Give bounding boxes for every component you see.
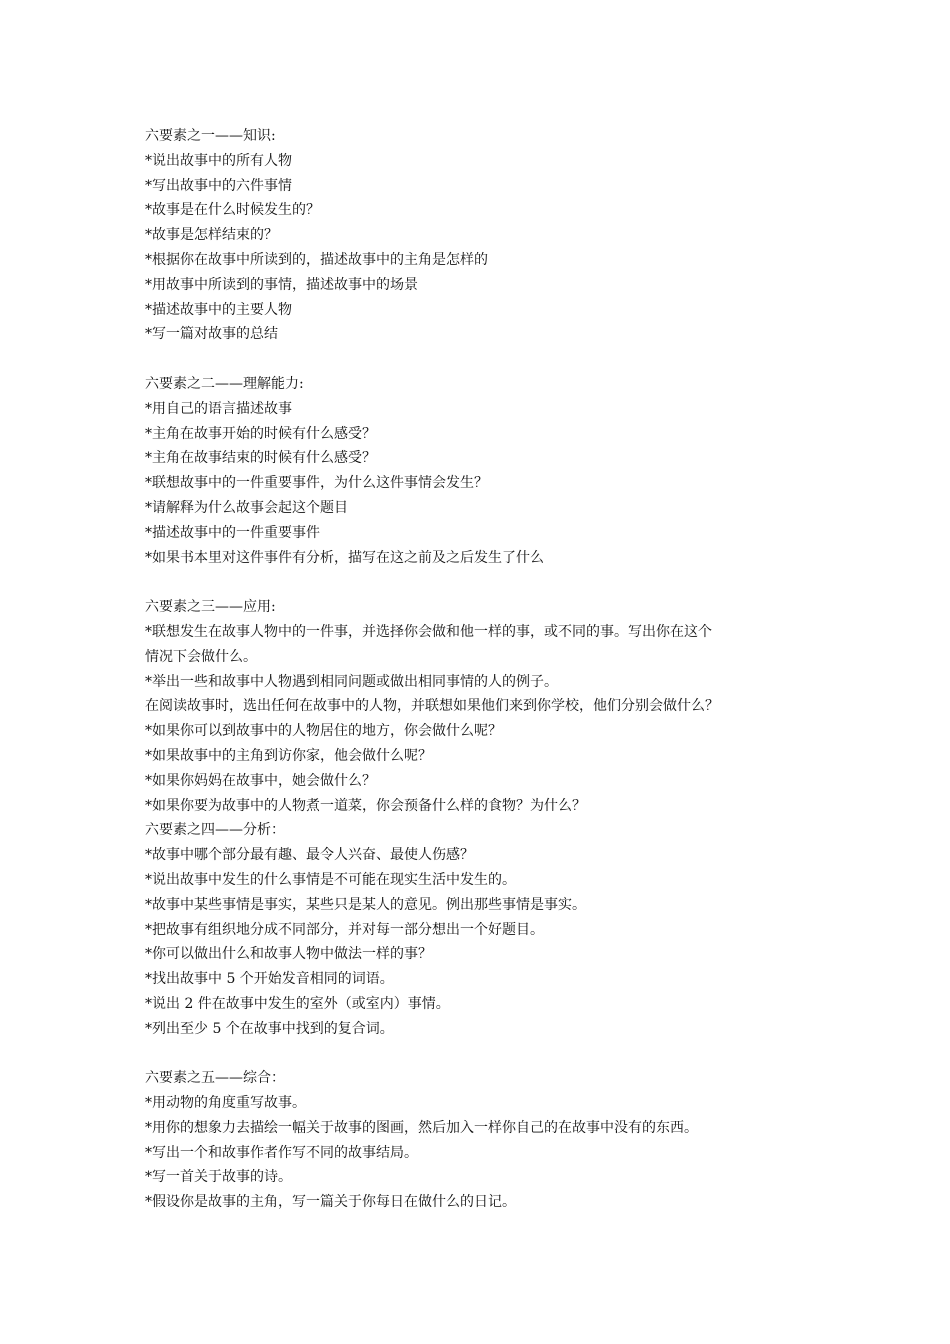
list-item: *说出 2 件在故事中发生的室外（或室内）事情。: [145, 995, 450, 1012]
list-item: *主角在故事结束的时候有什么感受？: [145, 450, 376, 467]
section-heading: 六要素之二——理解能力:: [145, 375, 304, 392]
list-item: *描述故事中的主要人物: [145, 301, 292, 318]
list-item: *联想故事中的一件重要事件，为什么这件事情会发生？: [145, 475, 488, 492]
list-item: *写一首关于故事的诗。: [145, 1169, 292, 1186]
list-item: *写出一个和故事作者作写不同的故事结局。: [145, 1144, 418, 1161]
list-item: *如果故事中的主角到访你家，他会做什么呢？: [145, 747, 432, 764]
list-item: *故事中某些事情是事实，某些只是某人的意见。例出那些事情是事实。: [145, 896, 586, 913]
section-heading: 六要素之一——知识:: [145, 128, 276, 144]
list-item: *故事是怎样结束的？: [145, 227, 278, 244]
list-item: *如果你妈妈在故事中，她会做什么？: [145, 772, 376, 789]
list-item: *描述故事中的一件重要事件: [145, 524, 320, 541]
list-item: *用动物的角度重写故事。: [145, 1095, 306, 1112]
list-item: *主角在故事开始的时候有什么感受？: [145, 425, 376, 442]
list-item: *故事是在什么时候发生的？: [145, 202, 320, 219]
list-item: *把故事有组织地分成不同部分，并对每一部分想出一个好题目。: [145, 921, 544, 938]
section-knowledge: [145, 124, 815, 347]
list-item: *你可以做出什么和故事人物中做法一样的事？: [145, 946, 432, 963]
list-item: *用你的想象力去描绘一幅关于故事的图画，然后加入一样你自己的在故事中没有的东西。: [145, 1119, 698, 1136]
section-synthesis: [145, 1066, 815, 1215]
list-item-continuation: 情况下会做什么。: [145, 648, 257, 665]
list-item: *说出故事中发生的什么事情是不可能在现实生活中发生的。: [145, 871, 516, 888]
section-heading: 六要素之五——综合：: [145, 1070, 285, 1087]
list-item: *联想发生在故事人物中的一件事，并选择你会做和他一样的事，或不同的事。写出你在这个: [145, 623, 712, 640]
list-item: *列出至少 5 个在故事中找到的复合词。: [145, 1020, 394, 1037]
list-item: *请解释为什么故事会起这个题目: [145, 499, 348, 516]
list-item: *如果你要为故事中的人物煮一道菜，你会预备什么样的食物？为什么？: [145, 797, 586, 814]
list-item: *写一篇对故事的总结: [145, 326, 278, 343]
list-item: *说出故事中的所有人物: [145, 152, 292, 169]
list-item: *用自己的语言描述故事: [145, 400, 292, 417]
list-item: *举出一些和故事中人物遇到相同问题或做出相同事情的人的例子。: [145, 673, 558, 690]
list-item: 在阅读故事时，选出任何在故事中的人物，并联想如果他们来到你学校，他们分别会做什么？: [145, 698, 719, 715]
list-item: *故事中哪个部分最有趣、最令人兴奋、最使人伤感？: [145, 847, 474, 864]
section-analysis: [145, 818, 815, 1041]
paragraph-gap: [145, 570, 815, 595]
paragraph-gap: [145, 347, 815, 372]
document-page: [145, 124, 815, 1215]
list-item: *如果你可以到故事中的人物居住的地方，你会做什么呢？: [145, 723, 502, 740]
list-item: *用故事中所读到的事情，描述故事中的场景: [145, 276, 418, 293]
list-item: *写出故事中的六件事情: [145, 177, 292, 194]
section-heading: 六要素之四——分析：: [145, 822, 285, 839]
section-comprehension: [145, 372, 815, 570]
list-item: *根据你在故事中所读到的，描述故事中的主角是怎样的: [145, 251, 488, 268]
section-application: [145, 595, 815, 818]
list-item: *如果书本里对这件事件有分析，描写在这之前及之后发生了什么: [145, 549, 544, 566]
list-item: *假设你是故事的主角，写一篇关于你每日在做什么的日记。: [145, 1194, 516, 1211]
section-heading: 六要素之三——应用:: [145, 599, 276, 616]
list-item: *找出故事中 5 个开始发音相同的词语。: [145, 971, 394, 988]
paragraph-gap: [145, 1041, 815, 1066]
